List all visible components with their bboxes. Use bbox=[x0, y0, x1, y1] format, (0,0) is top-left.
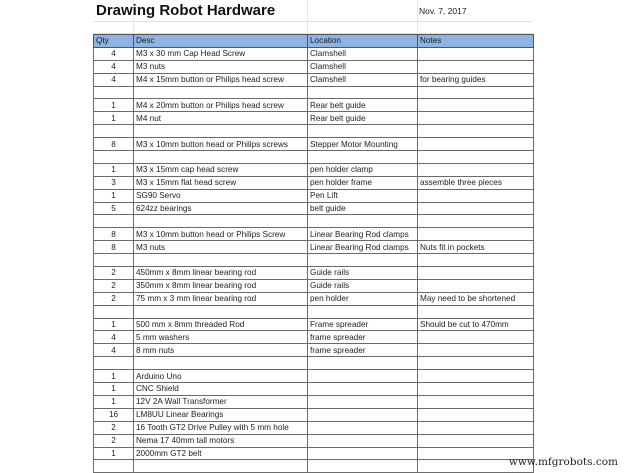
cell-notes[interactable]: Nuts fit in pockets bbox=[418, 241, 534, 254]
cell-qty[interactable] bbox=[94, 254, 134, 267]
cell-location[interactable]: pen holder clamp bbox=[308, 163, 418, 176]
cell-location[interactable] bbox=[308, 408, 418, 421]
table-row bbox=[94, 202, 534, 215]
table-row bbox=[94, 460, 534, 473]
table-row bbox=[94, 254, 534, 267]
cell-desc[interactable]: M3 x 10mm button head or Philips Screw bbox=[134, 228, 308, 241]
cell-qty[interactable] bbox=[94, 357, 134, 370]
table-row bbox=[94, 176, 534, 189]
cell-qty[interactable]: 4 bbox=[94, 73, 134, 86]
table-row bbox=[94, 344, 534, 357]
title-row bbox=[93, 0, 533, 22]
cell-desc[interactable]: 75 mm x 3 mm linear bearing rod bbox=[134, 292, 308, 305]
cell-qty[interactable]: 2 bbox=[94, 279, 134, 292]
cell-notes[interactable] bbox=[418, 395, 534, 408]
cell-qty[interactable]: 1 bbox=[94, 395, 134, 408]
column-header-desc[interactable]: Desc bbox=[134, 35, 308, 48]
hardware-table bbox=[93, 34, 534, 473]
cell-desc[interactable]: M3 nuts bbox=[134, 60, 308, 73]
cell-desc[interactable]: 624zz bearings bbox=[134, 202, 308, 215]
cell-desc[interactable]: 500 mm x 8mm threaded Rod bbox=[134, 318, 308, 331]
cell-qty[interactable]: 16 bbox=[94, 408, 134, 421]
cell-qty[interactable]: 4 bbox=[94, 47, 134, 60]
cell-desc[interactable] bbox=[134, 460, 308, 473]
cell-qty[interactable] bbox=[94, 460, 134, 473]
cell-desc[interactable]: 16 Tooth GT2 Drive Pulley with 5 mm hole bbox=[134, 421, 308, 434]
cell-location[interactable] bbox=[308, 460, 418, 473]
cell-location[interactable]: Linear Bearing Rod clamps bbox=[308, 241, 418, 254]
cell-location[interactable]: Clamshell bbox=[308, 47, 418, 60]
cell-location[interactable]: belt guide bbox=[308, 202, 418, 215]
cell-desc[interactable]: M3 x 15mm flat head screw bbox=[134, 176, 308, 189]
cell-location[interactable] bbox=[308, 357, 418, 370]
cell-location[interactable]: pen holder bbox=[308, 292, 418, 305]
cell-qty[interactable]: 4 bbox=[94, 344, 134, 357]
cell-location[interactable] bbox=[308, 395, 418, 408]
spreadsheet bbox=[93, 0, 533, 473]
cell-desc[interactable]: M4 x 15mm button or Philips head screw bbox=[134, 73, 308, 86]
cell-qty[interactable]: 2 bbox=[94, 421, 134, 434]
column-header-qty[interactable]: Qty bbox=[94, 35, 134, 48]
cell-desc[interactable]: CNC Shield bbox=[134, 383, 308, 396]
cell-location[interactable]: Clamshell bbox=[308, 73, 418, 86]
cell-qty[interactable]: 2 bbox=[94, 292, 134, 305]
cell-location[interactable]: Guide rails bbox=[308, 267, 418, 280]
cell-qty[interactable]: 8 bbox=[94, 138, 134, 151]
table-row bbox=[94, 267, 534, 280]
cell-qty[interactable] bbox=[94, 215, 134, 228]
table-row bbox=[94, 279, 534, 292]
table-row bbox=[94, 305, 534, 318]
watermark: www.mfgrobots.com bbox=[508, 456, 618, 468]
cell-notes[interactable] bbox=[418, 99, 534, 112]
cell-location[interactable] bbox=[308, 125, 418, 138]
table-row bbox=[94, 421, 534, 434]
table-row bbox=[94, 383, 534, 396]
cell-location[interactable]: Frame spreader bbox=[308, 318, 418, 331]
table-row bbox=[94, 228, 534, 241]
cell-location[interactable]: Stepper Motor Mounting bbox=[308, 138, 418, 151]
cell-qty[interactable]: 1 bbox=[94, 189, 134, 202]
cell-desc[interactable] bbox=[134, 305, 308, 318]
cell-notes[interactable] bbox=[418, 305, 534, 318]
cell-notes[interactable] bbox=[418, 421, 534, 434]
cell-location[interactable]: Rear belt guide bbox=[308, 112, 418, 125]
table-row bbox=[94, 408, 534, 421]
cell-qty[interactable]: 1 bbox=[94, 447, 134, 460]
table-row bbox=[94, 318, 534, 331]
cell-desc[interactable]: M3 x 10mm button head or Philips screws bbox=[134, 138, 308, 151]
cell-location[interactable] bbox=[308, 383, 418, 396]
cell-location[interactable]: Guide rails bbox=[308, 279, 418, 292]
cell-qty[interactable] bbox=[94, 125, 134, 138]
cell-notes[interactable] bbox=[418, 202, 534, 215]
cell-desc[interactable]: SG90 Servo bbox=[134, 189, 308, 202]
document-title: Drawing Robot Hardware bbox=[96, 2, 276, 19]
blank-row bbox=[93, 22, 533, 34]
cell-qty[interactable] bbox=[94, 305, 134, 318]
cell-desc[interactable] bbox=[134, 215, 308, 228]
cell-qty[interactable]: 4 bbox=[94, 60, 134, 73]
table-row bbox=[94, 151, 534, 164]
table-row bbox=[94, 112, 534, 125]
cell-location[interactable] bbox=[308, 370, 418, 383]
cell-desc[interactable] bbox=[134, 254, 308, 267]
cell-notes[interactable] bbox=[418, 370, 534, 383]
cell-qty[interactable]: 2 bbox=[94, 267, 134, 280]
cell-notes[interactable]: May need to be shortened bbox=[418, 292, 534, 305]
table-row bbox=[94, 370, 534, 383]
cell-location[interactable]: frame spreader bbox=[308, 344, 418, 357]
cell-desc[interactable] bbox=[134, 151, 308, 164]
document-date: Nov. 7, 2017 bbox=[419, 6, 467, 16]
cell-notes[interactable] bbox=[418, 357, 534, 370]
cell-notes[interactable]: for bearing guides bbox=[418, 73, 534, 86]
cell-desc[interactable]: 2000mm GT2 belt bbox=[134, 447, 308, 460]
cell-desc[interactable]: 450mm x 8mm linear bearing rod bbox=[134, 267, 308, 280]
cell-notes[interactable] bbox=[418, 151, 534, 164]
cell-desc[interactable]: 12V 2A Wall Transformer bbox=[134, 395, 308, 408]
cell-notes[interactable] bbox=[418, 60, 534, 73]
cell-notes[interactable] bbox=[418, 112, 534, 125]
cell-notes[interactable] bbox=[418, 383, 534, 396]
cell-qty[interactable] bbox=[94, 151, 134, 164]
cell-desc[interactable]: 8 mm nuts bbox=[134, 344, 308, 357]
table-row bbox=[94, 189, 534, 202]
cell-notes[interactable] bbox=[418, 408, 534, 421]
cell-location[interactable] bbox=[308, 447, 418, 460]
cell-notes[interactable] bbox=[418, 279, 534, 292]
cell-location[interactable] bbox=[308, 254, 418, 267]
table-row bbox=[94, 73, 534, 86]
cell-qty[interactable]: 2 bbox=[94, 434, 134, 447]
table-row bbox=[94, 163, 534, 176]
cell-location[interactable] bbox=[308, 421, 418, 434]
cell-location[interactable] bbox=[308, 434, 418, 447]
cell-location[interactable]: Linear Bearing Rod clamps bbox=[308, 228, 418, 241]
cell-location[interactable]: Clamshell bbox=[308, 60, 418, 73]
table-row bbox=[94, 60, 534, 73]
table-row bbox=[94, 47, 534, 60]
cell-qty[interactable] bbox=[94, 86, 134, 99]
cell-notes[interactable]: assemble three pieces bbox=[418, 176, 534, 189]
table-row bbox=[94, 241, 534, 254]
cell-qty[interactable]: 4 bbox=[94, 331, 134, 344]
cell-notes[interactable] bbox=[418, 163, 534, 176]
cell-location[interactable]: pen holder frame bbox=[308, 176, 418, 189]
cell-qty[interactable]: 5 bbox=[94, 202, 134, 215]
table-row bbox=[94, 395, 534, 408]
cell-location[interactable]: frame spreader bbox=[308, 331, 418, 344]
cell-desc[interactable]: M3 x 30 mm Cap Head Screw bbox=[134, 47, 308, 60]
cell-location[interactable]: Pen Lift bbox=[308, 189, 418, 202]
cell-notes[interactable] bbox=[418, 189, 534, 202]
table-row bbox=[94, 357, 534, 370]
cell-qty[interactable]: 1 bbox=[94, 163, 134, 176]
cell-desc[interactable]: 350mm x 8mm linear bearing rod bbox=[134, 279, 308, 292]
cell-desc[interactable]: M3 nuts bbox=[134, 241, 308, 254]
table-row bbox=[94, 138, 534, 151]
table-row bbox=[94, 125, 534, 138]
cell-notes[interactable] bbox=[418, 331, 534, 344]
table-row bbox=[94, 99, 534, 112]
table-row bbox=[94, 292, 534, 305]
cell-desc[interactable] bbox=[134, 86, 308, 99]
cell-qty[interactable]: 1 bbox=[94, 370, 134, 383]
column-header-location[interactable]: Location bbox=[308, 35, 418, 48]
cell-notes[interactable] bbox=[418, 434, 534, 447]
cell-location[interactable] bbox=[308, 151, 418, 164]
cell-desc[interactable] bbox=[134, 357, 308, 370]
cell-desc[interactable]: Nema 17 40mm tall motors bbox=[134, 434, 308, 447]
cell-location[interactable] bbox=[308, 215, 418, 228]
cell-desc[interactable]: M4 x 20mm button or Philips head screw bbox=[134, 99, 308, 112]
cell-desc[interactable] bbox=[134, 125, 308, 138]
cell-desc[interactable]: LM8UU Linear Bearings bbox=[134, 408, 308, 421]
cell-notes[interactable] bbox=[418, 47, 534, 60]
table-row bbox=[94, 331, 534, 344]
cell-location[interactable]: Rear belt guide bbox=[308, 99, 418, 112]
cell-location[interactable] bbox=[308, 305, 418, 318]
cell-desc[interactable]: Arduino Uno bbox=[134, 370, 308, 383]
cell-desc[interactable]: M3 x 15mm cap head screw bbox=[134, 163, 308, 176]
header-row bbox=[94, 35, 534, 48]
cell-notes[interactable] bbox=[418, 344, 534, 357]
cell-qty[interactable]: 3 bbox=[94, 176, 134, 189]
cell-desc[interactable]: 5 mm washers bbox=[134, 331, 308, 344]
cell-qty[interactable]: 8 bbox=[94, 228, 134, 241]
cell-notes[interactable] bbox=[418, 125, 534, 138]
table-row bbox=[94, 434, 534, 447]
table-row bbox=[94, 215, 534, 228]
cell-qty[interactable]: 8 bbox=[94, 241, 134, 254]
cell-qty[interactable]: 1 bbox=[94, 318, 134, 331]
cell-qty[interactable]: 1 bbox=[94, 112, 134, 125]
cell-notes[interactable]: Should be cut to 470mm bbox=[418, 318, 534, 331]
table-row bbox=[94, 447, 534, 460]
table-row bbox=[94, 86, 534, 99]
cell-notes[interactable] bbox=[418, 254, 534, 267]
cell-notes[interactable] bbox=[418, 215, 534, 228]
cell-notes[interactable] bbox=[418, 267, 534, 280]
cell-notes[interactable] bbox=[418, 138, 534, 151]
cell-qty[interactable]: 1 bbox=[94, 383, 134, 396]
cell-notes[interactable] bbox=[418, 86, 534, 99]
cell-desc[interactable]: M4 nut bbox=[134, 112, 308, 125]
cell-location[interactable] bbox=[308, 86, 418, 99]
cell-notes[interactable] bbox=[418, 228, 534, 241]
cell-qty[interactable]: 1 bbox=[94, 99, 134, 112]
column-header-notes[interactable]: Notes bbox=[418, 35, 534, 48]
